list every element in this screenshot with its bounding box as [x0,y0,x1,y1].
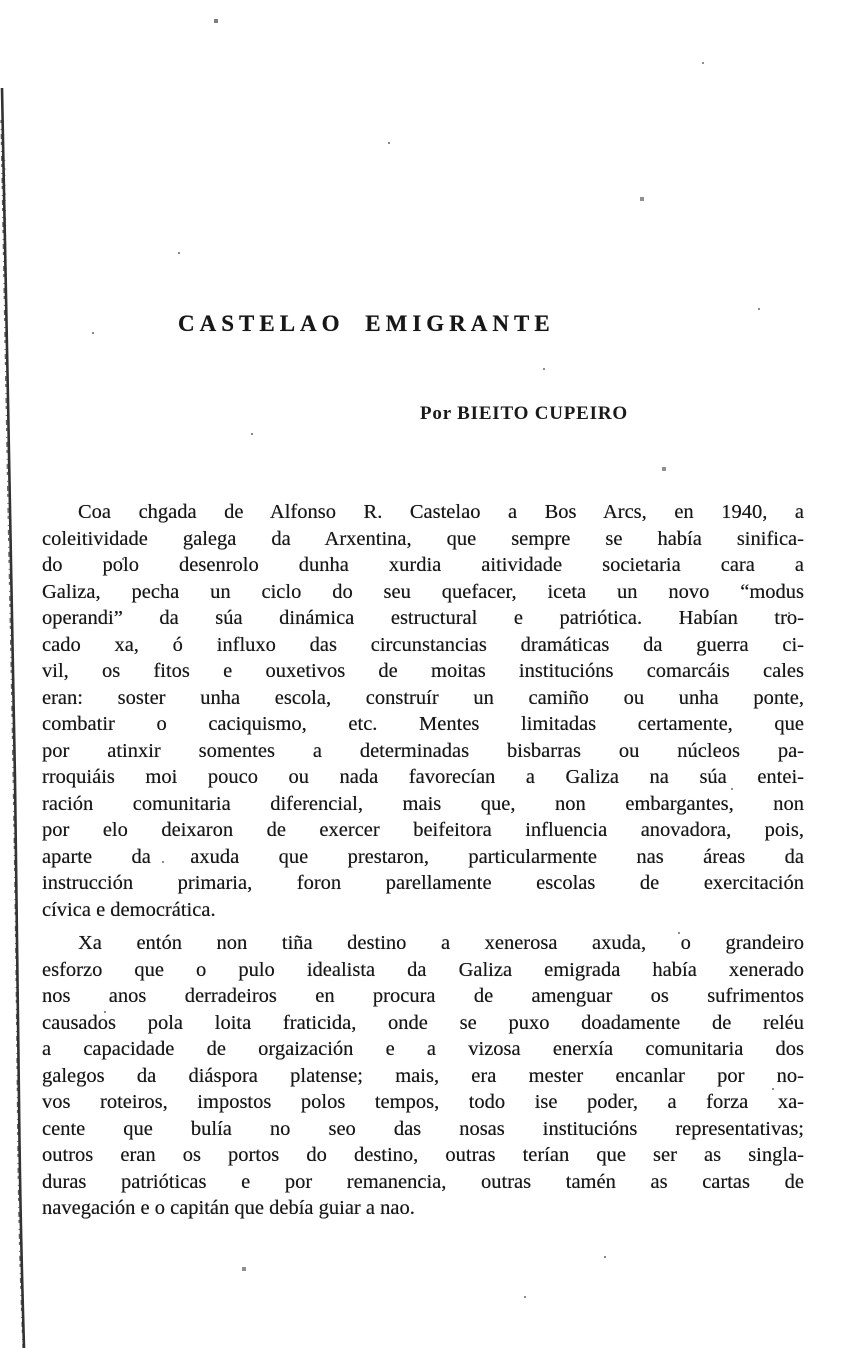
page-binding-edge [0,0,34,1348]
text-line: combatir o caciquismo, etc. Mentes limitadas certamente, que [42,713,804,735]
text-line: galegos da diáspora platense; mais, era mester encanlar por no- [42,1064,804,1087]
text-line: Coa chgada de Alfonso R. Castelao a Bos Arcs, en 1940, a [78,501,804,523]
paragraph [42,930,804,1222]
text-line: ración comunitaria diferencial, mais que, non embargantes, non [42,792,804,815]
text-line: por atinxir somentes a determinadas bisbarras ou núcleos pa- [42,739,804,762]
scan-noise-speckles [0,0,2,2]
text-line: Galiza, pecha un ciclo do seu quefacer, iceta un novo “modus [42,580,804,603]
text-line: causados pola loita fraticida, onde se puxo doadamente de reléu [42,1011,804,1034]
text-line: eran: soster unha escola, construír un camiño ou unha ponte, [42,686,804,709]
text-line: Xa entón non tiña destino a xenerosa axuda, o grandeiro [78,932,804,954]
text-line: a capacidade de orgaización e a vizosa enerxía comunitaria dos [42,1038,804,1060]
paragraph [42,499,804,923]
author-byline: Por BIEITO CUPEIRO [420,403,628,424]
text-line: coleitividade galega da Arxentina, que sempre se había sinifica- [42,527,804,550]
body-text-block [42,499,804,1222]
text-line: do polo desenrolo dunha xurdia aitividade societaria cara a [42,554,804,576]
text-line: aparte da axuda que prestaron, particularmente nas áreas da [42,845,804,868]
text-line: vos roteiros, impostos polos tempos, todo ise poder, a forza xa- [42,1091,804,1113]
text-line: duras patrióticas e por remanencia, outras tamén as cartas de [42,1170,804,1193]
text-line: cado xa, ó influxo das circunstancias dramáticas da guerra ci- [42,633,804,656]
text-line: nos anos derradeiros en procura de amenguar os sufrimentos [42,985,804,1007]
text-line: outros eran os portos do destino, outras terían que ser as singla- [42,1144,804,1166]
text-line: por elo deixaron de exercer beifeitora influencia anovadora, pois, [42,819,804,841]
text-line: operandi” da súa dinámica estructural e patriótica. Habían tro- [42,607,804,629]
text-line: instrucción primaria, foron parellamente escolas de exercitación [42,872,804,894]
text-line: vil, os fitos e ouxetivos de moitas institucións comarcáis cales [42,660,804,682]
text-line: esforzo que o pulo idealista da Galiza emigrada había xenerado [42,958,804,981]
text-line: cente que bulía no seo das nosas institucións representativas; [42,1117,804,1140]
text-line: cívica e democrática. [42,898,216,921]
text-line: rroquiáis moi pouco ou nada favorecían a Galiza na súa entei- [42,766,804,788]
text-line: navegación e o capitán que debía guiar a nao. [42,1197,415,1219]
page-title: CASTELAO EMIGRANTE [178,311,555,337]
